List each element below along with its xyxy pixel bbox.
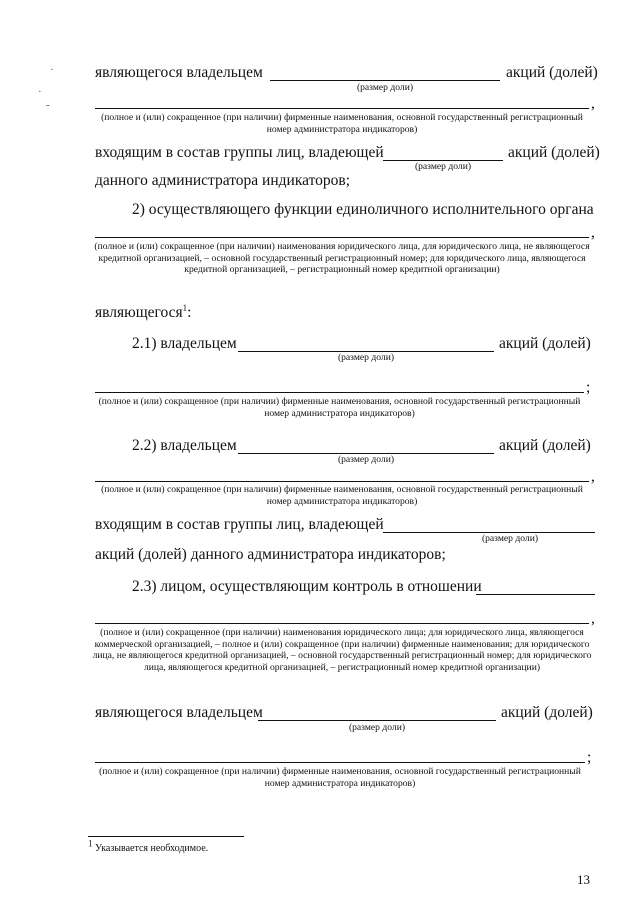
admin-label: данного администратора индикаторов; — [95, 172, 351, 189]
name-field[interactable] — [95, 623, 589, 624]
margin-mark: · — [38, 86, 42, 98]
page-number: 13 — [577, 872, 590, 887]
shares-label: акций (долей) — [506, 64, 598, 81]
footnote-text: Указывается необходимое. — [95, 843, 209, 854]
item-2-label: 2) осуществляющего функции единоличного исполнительного органа — [132, 201, 594, 218]
name-field[interactable] — [95, 392, 584, 393]
name-caption: (полное и (или) сокращенное (при наличии) фирменные наименования, основной государственный регистрационный номер администратора индикаторов) — [99, 766, 581, 789]
name-field[interactable] — [95, 762, 585, 763]
margin-mark: · — [50, 64, 54, 76]
item-2-3-label: 2.3) лицом, осуществляющим контроль в отношении — [132, 578, 482, 595]
footnote — [88, 838, 209, 854]
name-caption: (полное и (или) сокращенное (при наличии) фирменные наименования, основной государственный регистрационный номер администратора индикаторов) — [98, 396, 581, 419]
admin-label: акций (долей) данного администратора индикаторов; — [95, 546, 446, 563]
margin-mark: - — [46, 99, 50, 111]
shares-label: акций (долей) — [499, 437, 591, 454]
owner-label: являющегося владельцем — [95, 64, 263, 81]
name-caption: (полное и (или) сокращенное (при наличии) наименования юридического лица, для юридического лица, не являющегося кредитной организацией, – основной государственный регистрационный номер; для юридического лица, являющегося кредитной организацией, – регистрационный номер кредитной организации) — [94, 241, 590, 275]
name-field[interactable] — [95, 108, 589, 109]
shares-label: акций (долей) — [501, 704, 593, 721]
line-end-mark: ; — [587, 749, 592, 766]
shares-label: акций (долей) — [499, 335, 591, 352]
line-end-mark: , — [591, 468, 595, 485]
shares-label: акций (долей) — [508, 144, 600, 161]
control-field[interactable] — [476, 594, 595, 595]
name-caption: (полное и (или) сокращенное (при наличии) наименования юридического лица; для юридического лица, являющегося коммерческой организацией, – полное и (или) сокращенное (при наличии) фирменные наименования; для юридического лица, не являющегося кредитной организацией, – основной государственный регистрационный номер; для юридического лица, являющегося кредитной организацией, – регистрационный номер кредитной организации) — [92, 627, 592, 673]
line-end-mark: , — [591, 610, 595, 627]
owner-label: являющегося владельцем — [95, 704, 263, 721]
share-caption: (размер доли) — [337, 352, 395, 363]
name-field[interactable] — [95, 481, 589, 482]
item-2-2-label: 2.2) владельцем — [132, 437, 237, 454]
footnote-divider — [88, 836, 244, 837]
name-caption: (полное и (или) сокращенное (при наличии) фирменные наименования, основной государственный регистрационный номер администратора индикаторов) — [101, 112, 583, 135]
name-caption: (полное и (или) сокращенное (при наличии) фирменные наименования, основной государственный регистрационный номер администратора индикаторов) — [101, 484, 583, 507]
share-caption: (размер доли) — [481, 533, 539, 544]
being-label: являющегося$^1$: — [95, 302, 192, 321]
group-label: входящим в состав группы лиц, владеющей — [95, 516, 384, 533]
share-caption: (размер доли) — [348, 722, 406, 733]
line-end-mark: , — [591, 95, 595, 112]
share-field[interactable] — [270, 80, 500, 81]
footnote-mark: 1 — [88, 838, 93, 849]
share-caption: (размер доли) — [356, 82, 414, 93]
share-caption: (размер доли) — [414, 161, 472, 172]
share-caption: (размер доли) — [337, 454, 395, 465]
line-end-mark: ; — [586, 379, 591, 396]
name-field[interactable] — [95, 237, 589, 238]
footnote-ref[interactable]: 1 — [182, 302, 188, 313]
line-end-mark: , — [591, 224, 595, 241]
group-label: входящим в состав группы лиц, владеющей — [95, 144, 384, 161]
share-field[interactable] — [258, 720, 496, 721]
item-2-1-label: 2.1) владельцем — [132, 335, 237, 352]
